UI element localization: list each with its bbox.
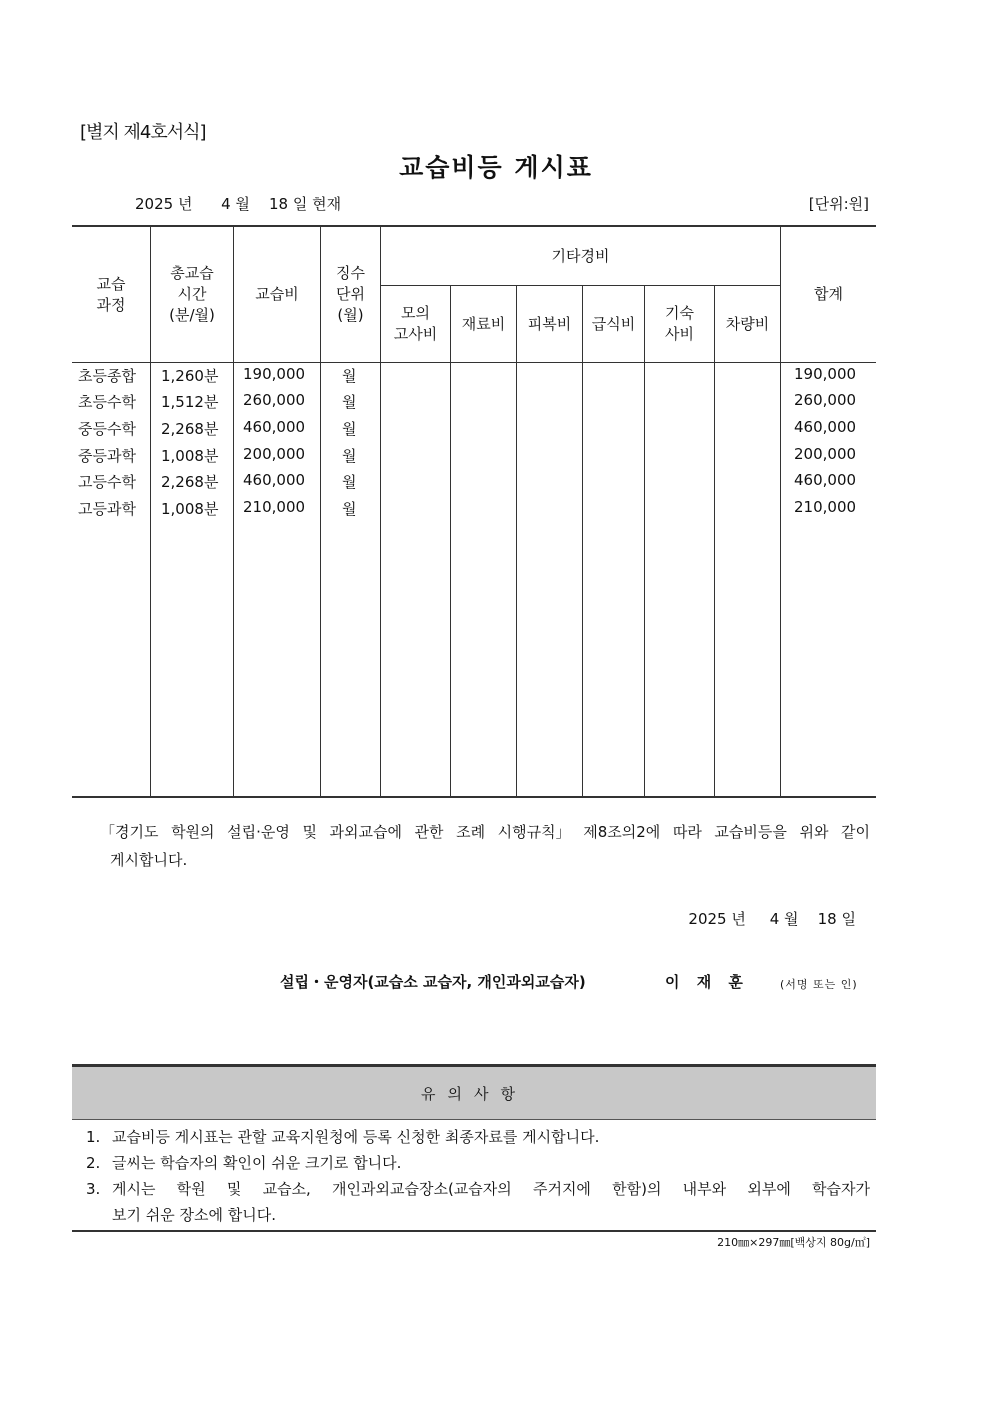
form-label: [별지 제4호서식] bbox=[80, 122, 206, 143]
caution-item: 3. 게시는 학원 및 교습소, 개인과외교습장소(교습자의 주거지에 한함)의 내부와 외부에 학습자가 bbox=[86, 1180, 870, 1198]
cell-hours: 2,268분 bbox=[161, 473, 219, 491]
caution-item: 1. 교습비등 게시표는 관할 교육지원청에 등록 신청한 최종자료를 게시합니다. bbox=[86, 1128, 600, 1146]
header-uniform-fee: 피복비 bbox=[527, 314, 572, 333]
caution-heading: 유의사항 bbox=[72, 1064, 876, 1120]
cell-course: 중등과학 bbox=[78, 447, 136, 465]
page-title: 교습비등 게시표 bbox=[399, 153, 593, 182]
cell-course: 고등과학 bbox=[78, 500, 136, 518]
legal-notice: 「경기도 학원의 설립·운영 및 과외교습에 관한 조례 시행규칙」 제8조의2에 따라 교습비등을 위와 같이 게시합니다. bbox=[100, 823, 870, 869]
fee-table bbox=[72, 225, 876, 797]
header-materials-fee: 재료비 bbox=[461, 314, 506, 333]
cell-total: 200,000 bbox=[794, 445, 857, 463]
cell-unit: 월 bbox=[342, 473, 357, 491]
paper-spec: 210㎜×297㎜[백상지 80g/㎡] bbox=[717, 1236, 870, 1249]
cell-total: 190,000 bbox=[794, 365, 857, 383]
cell-hours: 1,008분 bbox=[161, 447, 219, 465]
as-of-date: 2025 년 4 월 18 일 현재 bbox=[135, 195, 342, 213]
cell-unit: 월 bbox=[342, 393, 357, 411]
signer-name: 이 재 훈 bbox=[665, 973, 749, 991]
cell-total: 260,000 bbox=[794, 391, 857, 409]
cell-total: 460,000 bbox=[794, 418, 857, 436]
cell-tuition: 460,000 bbox=[243, 418, 306, 436]
header-total: 합계 bbox=[814, 285, 843, 303]
cell-tuition: 210,000 bbox=[243, 498, 306, 516]
signer-role: 설립・운영자(교습소 교습자, 개인과외교습자) bbox=[280, 973, 586, 991]
header-meal-fee: 급식비 bbox=[591, 314, 636, 333]
header-other-costs: 기타경비 bbox=[551, 246, 610, 265]
cell-tuition: 460,000 bbox=[243, 471, 306, 489]
cell-unit: 월 bbox=[342, 420, 357, 438]
cell-tuition: 190,000 bbox=[243, 365, 306, 383]
cell-course: 초등수학 bbox=[78, 393, 136, 411]
header-collection-unit: 징수 단위 (월) bbox=[336, 264, 365, 324]
header-course: 교습 과정 bbox=[96, 274, 126, 314]
unit-label: [단위:원] bbox=[808, 195, 869, 213]
cell-unit: 월 bbox=[342, 500, 357, 518]
cell-course: 초등종합 bbox=[78, 367, 136, 385]
header-vehicle-fee: 차량비 bbox=[725, 314, 770, 333]
cell-course: 고등수학 bbox=[78, 473, 136, 491]
cell-hours: 1,008분 bbox=[161, 500, 219, 518]
cell-hours: 1,260분 bbox=[161, 367, 219, 385]
cell-tuition: 260,000 bbox=[243, 391, 306, 409]
cell-unit: 월 bbox=[342, 447, 357, 465]
caution-item: 2. 글씨는 학습자의 확인이 쉬운 크기로 합니다. bbox=[86, 1154, 402, 1172]
header-total-hours: 총교습 시간 (분/월) bbox=[169, 264, 215, 324]
cell-hours: 1,512분 bbox=[161, 393, 219, 411]
cell-hours: 2,268분 bbox=[161, 420, 219, 438]
caution-section bbox=[72, 1064, 876, 1232]
cell-tuition: 200,000 bbox=[243, 445, 306, 463]
sign-date: 2025 년 4 월 18 일 bbox=[688, 910, 856, 928]
header-tuition: 교습비 bbox=[255, 285, 299, 303]
cell-course: 중등수학 bbox=[78, 420, 136, 438]
caution-item-continuation: 보기 쉬운 장소에 합니다. bbox=[112, 1206, 276, 1224]
cell-unit: 월 bbox=[342, 367, 357, 385]
header-dorm-fee: 기숙 사비 bbox=[665, 304, 694, 343]
cell-total: 210,000 bbox=[794, 498, 857, 516]
signature-note: (서명 또는 인) bbox=[780, 978, 858, 991]
header-mock-exam-fee: 모의 고사비 bbox=[393, 304, 438, 343]
cell-total: 460,000 bbox=[794, 471, 857, 489]
